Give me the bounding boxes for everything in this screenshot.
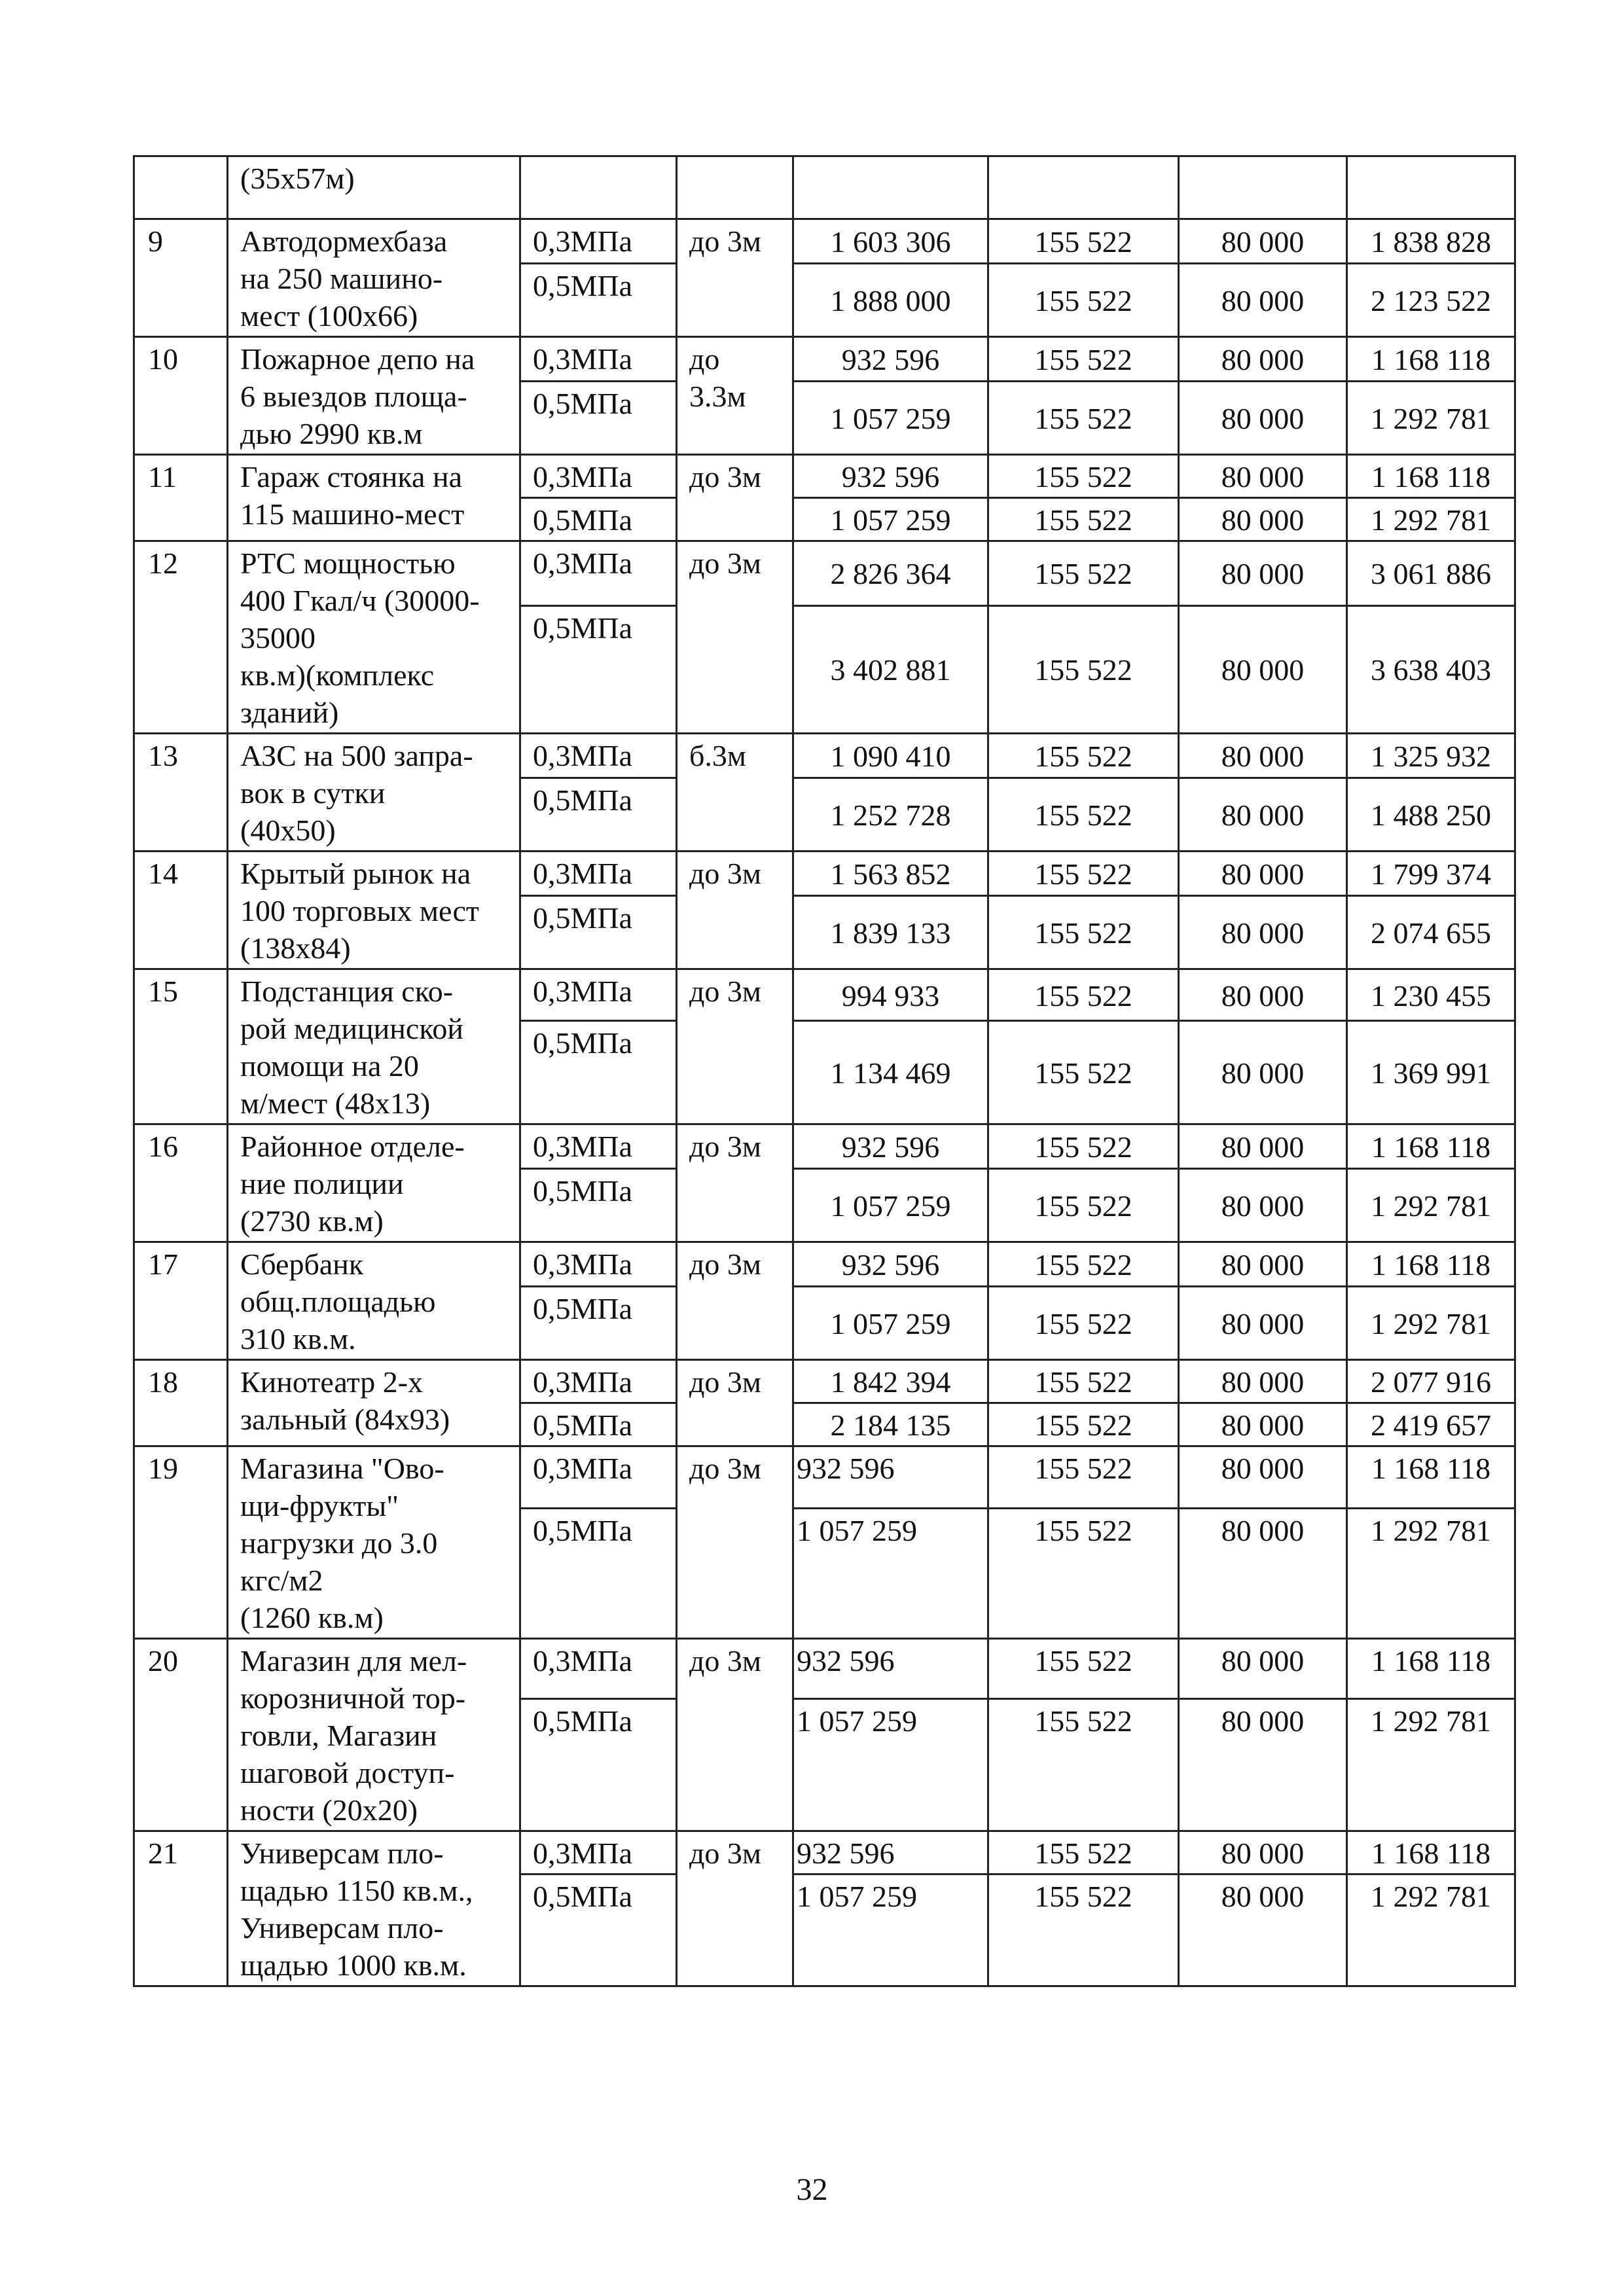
cost-cell: 80 000 (1179, 381, 1347, 455)
object-name: Магазин для мел- корозничной тор- говли, Магазин шаговой доступ- ности (20x20) (228, 1639, 520, 1831)
cost-cell: 80 000 (1179, 263, 1347, 337)
cost-cell: 80 000 (1179, 1242, 1347, 1287)
cost-cell: 155 522 (988, 1403, 1179, 1446)
depth-cell: до 3м (677, 1124, 793, 1242)
total-cell: 2 419 657 (1347, 1403, 1515, 1446)
total-cell: 1 292 781 (1347, 1874, 1515, 1986)
cost-cell: 80 000 (1179, 734, 1347, 778)
cost-cell: 155 522 (988, 498, 1179, 541)
table-row (134, 1446, 1515, 1509)
cost-cell: 2 184 135 (793, 1403, 988, 1446)
row-number: 12 (134, 541, 228, 734)
cost-cell: 155 522 (988, 1446, 1179, 1509)
cost-cell: 155 522 (988, 1639, 1179, 1699)
cost-cell (1179, 156, 1347, 219)
total-cell: 1 292 781 (1347, 1286, 1515, 1360)
depth-cell: до 3м (677, 1446, 793, 1639)
row-number: 21 (134, 1831, 228, 1986)
cost-cell: 155 522 (988, 605, 1179, 733)
cost-cell: 80 000 (1179, 1360, 1347, 1403)
cost-cell: 80 000 (1179, 1831, 1347, 1874)
table-row (134, 1360, 1515, 1403)
total-cell: 1 369 991 (1347, 1021, 1515, 1124)
cost-cell: 1 057 259 (793, 1698, 988, 1831)
cost-cell: 80 000 (1179, 1286, 1347, 1360)
cost-cell: 1 090 410 (793, 734, 988, 778)
cost-cell: 932 596 (793, 1124, 988, 1169)
cost-cell: 1 888 000 (793, 263, 988, 337)
object-name: Магазина "Ово- щи-фрукты" нагрузки до 3.0 кгс/м2 (1260 кв.м) (228, 1446, 520, 1639)
total-cell: 3 061 886 (1347, 541, 1515, 606)
pressure-cell: 0,3МПа (520, 1242, 677, 1287)
cost-cell: 155 522 (988, 337, 1179, 382)
cost-cell: 80 000 (1179, 852, 1347, 896)
table-row (134, 1242, 1515, 1287)
depth-cell: до 3м (677, 969, 793, 1124)
row-number: 20 (134, 1639, 228, 1831)
cost-table (133, 155, 1516, 1987)
total-cell: 1 292 781 (1347, 381, 1515, 455)
cost-cell: 1 057 259 (793, 1286, 988, 1360)
depth-cell: до 3.3м (677, 337, 793, 455)
pressure-cell: 0,5МПа (520, 1508, 677, 1638)
cost-cell: 155 522 (988, 1874, 1179, 1986)
total-cell: 1 168 118 (1347, 337, 1515, 382)
cost-cell: 80 000 (1179, 605, 1347, 733)
cost-cell: 80 000 (1179, 1168, 1347, 1242)
cost-cell: 155 522 (988, 778, 1179, 852)
object-name: Подстанция ско- рой медицинской помощи на 20 м/мест (48x13) (228, 969, 520, 1124)
pressure-cell: 0,5МПа (520, 1168, 677, 1242)
table-row (134, 455, 1515, 498)
object-name: Универсам пло- щадью 1150 кв.м., Универсам пло- щадью 1000 кв.м. (228, 1831, 520, 1986)
depth-cell: до 3м (677, 219, 793, 337)
table-row (134, 734, 1515, 778)
total-cell: 1 292 781 (1347, 1168, 1515, 1242)
cost-cell: 155 522 (988, 1168, 1179, 1242)
pressure-cell: 0,5МПа (520, 1698, 677, 1831)
pressure-cell: 0,3МПа (520, 1124, 677, 1169)
total-cell: 1 292 781 (1347, 1698, 1515, 1831)
cost-cell: 932 596 (793, 1446, 988, 1509)
pressure-cell: 0,5МПа (520, 895, 677, 969)
page-number: 32 (796, 2172, 828, 2207)
total-cell: 1 168 118 (1347, 1639, 1515, 1699)
row-number: 15 (134, 969, 228, 1124)
cost-cell: 3 402 881 (793, 605, 988, 733)
total-cell: 1 292 781 (1347, 1508, 1515, 1638)
cost-cell (793, 156, 988, 219)
total-cell: 1 325 932 (1347, 734, 1515, 778)
total-cell: 1 799 374 (1347, 852, 1515, 896)
row-number: 9 (134, 219, 228, 337)
total-cell: 2 077 916 (1347, 1360, 1515, 1403)
cost-cell: 155 522 (988, 1124, 1179, 1169)
cost-cell (988, 156, 1179, 219)
pressure-cell: 0,3МПа (520, 1360, 677, 1403)
cost-cell: 932 596 (793, 1831, 988, 1874)
cost-cell: 155 522 (988, 381, 1179, 455)
cost-cell: 155 522 (988, 455, 1179, 498)
pressure-cell: 0,3МПа (520, 852, 677, 896)
pressure-cell: 0,5МПа (520, 1874, 677, 1986)
cost-cell: 1 057 259 (793, 1508, 988, 1638)
depth-cell: до 3м (677, 541, 793, 734)
object-name: Пожарное депо на 6 выездов площа- дью 2990 кв.м (228, 337, 520, 455)
pressure-cell: 0,3МПа (520, 1831, 677, 1874)
table-row (134, 337, 1515, 382)
total-cell: 1 168 118 (1347, 1242, 1515, 1287)
table-row (134, 969, 1515, 1021)
cost-cell: 932 596 (793, 337, 988, 382)
pressure-cell: 0,5МПа (520, 381, 677, 455)
depth-cell: до 3м (677, 852, 793, 969)
depth-cell: до 3м (677, 1831, 793, 1986)
cost-cell: 155 522 (988, 969, 1179, 1021)
cost-cell: 1 563 852 (793, 852, 988, 896)
table-row (134, 1831, 1515, 1874)
table-row (134, 1639, 1515, 1699)
cost-cell: 155 522 (988, 1698, 1179, 1831)
total-cell: 1 292 781 (1347, 498, 1515, 541)
depth-cell (677, 156, 793, 219)
cost-cell: 994 933 (793, 969, 988, 1021)
total-cell: 1 168 118 (1347, 1446, 1515, 1509)
cost-cell: 80 000 (1179, 969, 1347, 1021)
pressure-cell: 0,3МПа (520, 541, 677, 606)
cost-cell: 1 839 133 (793, 895, 988, 969)
cost-cell: 80 000 (1179, 1446, 1347, 1509)
object-name: АЗС на 500 запра- вок в сутки (40x50) (228, 734, 520, 852)
total-cell: 1 168 118 (1347, 455, 1515, 498)
cost-cell: 1 057 259 (793, 1168, 988, 1242)
pressure-cell: 0,5МПа (520, 1021, 677, 1124)
cost-cell: 1 057 259 (793, 381, 988, 455)
pressure-cell: 0,5МПа (520, 1286, 677, 1360)
table-row (134, 1124, 1515, 1169)
pressure-cell: 0,3МПа (520, 1446, 677, 1509)
cost-cell: 155 522 (988, 541, 1179, 606)
cost-cell: 80 000 (1179, 1874, 1347, 1986)
table-row (134, 852, 1515, 896)
total-cell: 1 488 250 (1347, 778, 1515, 852)
cost-cell: 80 000 (1179, 337, 1347, 382)
object-name: Районное отделе- ние полиции (2730 кв.м) (228, 1124, 520, 1242)
object-name: Автодормехбаза на 250 машино- мест (100x66) (228, 219, 520, 337)
pressure-cell: 0,3МПа (520, 969, 677, 1021)
cost-cell: 2 826 364 (793, 541, 988, 606)
table-row (134, 156, 1515, 219)
cost-cell: 1 252 728 (793, 778, 988, 852)
cost-cell: 80 000 (1179, 541, 1347, 606)
object-name: (35x57м) (228, 156, 520, 219)
cost-cell: 155 522 (988, 1831, 1179, 1874)
cost-cell: 155 522 (988, 852, 1179, 896)
total-cell: 3 638 403 (1347, 605, 1515, 733)
pressure-cell: 0,5МПа (520, 498, 677, 541)
cost-cell: 80 000 (1179, 498, 1347, 541)
total-cell: 2 074 655 (1347, 895, 1515, 969)
cost-cell: 80 000 (1179, 1403, 1347, 1446)
cost-cell: 932 596 (793, 1639, 988, 1699)
cost-cell: 80 000 (1179, 1698, 1347, 1831)
cost-cell: 1 134 469 (793, 1021, 988, 1124)
depth-cell: до 3м (677, 1242, 793, 1360)
pressure-cell: 0,5МПа (520, 778, 677, 852)
row-number: 14 (134, 852, 228, 969)
pressure-cell: 0,3МПа (520, 1639, 677, 1699)
depth-cell: до 3м (677, 1639, 793, 1831)
pressure-cell: 0,5МПа (520, 605, 677, 733)
cost-cell: 155 522 (988, 734, 1179, 778)
cost-cell: 155 522 (988, 263, 1179, 337)
depth-cell: до 3м (677, 455, 793, 541)
cost-cell: 80 000 (1179, 895, 1347, 969)
cost-cell: 80 000 (1179, 1639, 1347, 1699)
total-cell: 1 230 455 (1347, 969, 1515, 1021)
cost-cell: 1 057 259 (793, 1874, 988, 1986)
pressure-cell: 0,5МПа (520, 263, 677, 337)
depth-cell: б.3м (677, 734, 793, 852)
total-cell: 2 123 522 (1347, 263, 1515, 337)
row-number: 19 (134, 1446, 228, 1639)
row-number: 18 (134, 1360, 228, 1446)
pressure-cell: 0,3МПа (520, 219, 677, 264)
row-number: 10 (134, 337, 228, 455)
cost-cell: 155 522 (988, 1286, 1179, 1360)
total-cell: 1 168 118 (1347, 1124, 1515, 1169)
pressure-cell (520, 156, 677, 219)
row-number (134, 156, 228, 219)
cost-cell: 80 000 (1179, 1508, 1347, 1638)
cost-cell: 1 057 259 (793, 498, 988, 541)
pressure-cell: 0,3МПа (520, 337, 677, 382)
cost-cell: 80 000 (1179, 455, 1347, 498)
total-cell: 1 838 828 (1347, 219, 1515, 264)
cost-cell: 155 522 (988, 1360, 1179, 1403)
cost-cell: 932 596 (793, 1242, 988, 1287)
cost-cell: 155 522 (988, 219, 1179, 264)
cost-cell: 80 000 (1179, 1124, 1347, 1169)
table-row (134, 541, 1515, 606)
total-cell: 1 168 118 (1347, 1831, 1515, 1874)
object-name: Гараж стоянка на 115 машино-мест (228, 455, 520, 541)
table-row (134, 219, 1515, 264)
cost-cell: 155 522 (988, 1242, 1179, 1287)
cost-cell: 155 522 (988, 1508, 1179, 1638)
pressure-cell: 0,3МПа (520, 455, 677, 498)
cost-cell: 155 522 (988, 1021, 1179, 1124)
pressure-cell: 0,3МПа (520, 734, 677, 778)
cost-cell: 80 000 (1179, 778, 1347, 852)
object-name: РТС мощностью 400 Гкал/ч (30000- 35000 кв.м)(комплекс зданий) (228, 541, 520, 734)
object-name: Сбербанк общ.площадью 310 кв.м. (228, 1242, 520, 1360)
cost-cell: 80 000 (1179, 1021, 1347, 1124)
row-number: 11 (134, 455, 228, 541)
object-name: Крытый рынок на 100 торговых мест (138x84) (228, 852, 520, 969)
cost-cell: 80 000 (1179, 219, 1347, 264)
depth-cell: до 3м (677, 1360, 793, 1446)
row-number: 17 (134, 1242, 228, 1360)
pressure-cell: 0,5МПа (520, 1403, 677, 1446)
cost-cell: 1 842 394 (793, 1360, 988, 1403)
row-number: 16 (134, 1124, 228, 1242)
object-name: Кинотеатр 2-х зальный (84x93) (228, 1360, 520, 1446)
total-cell (1347, 156, 1515, 219)
cost-cell: 1 603 306 (793, 219, 988, 264)
cost-cell: 155 522 (988, 895, 1179, 969)
row-number: 13 (134, 734, 228, 852)
cost-cell: 932 596 (793, 455, 988, 498)
